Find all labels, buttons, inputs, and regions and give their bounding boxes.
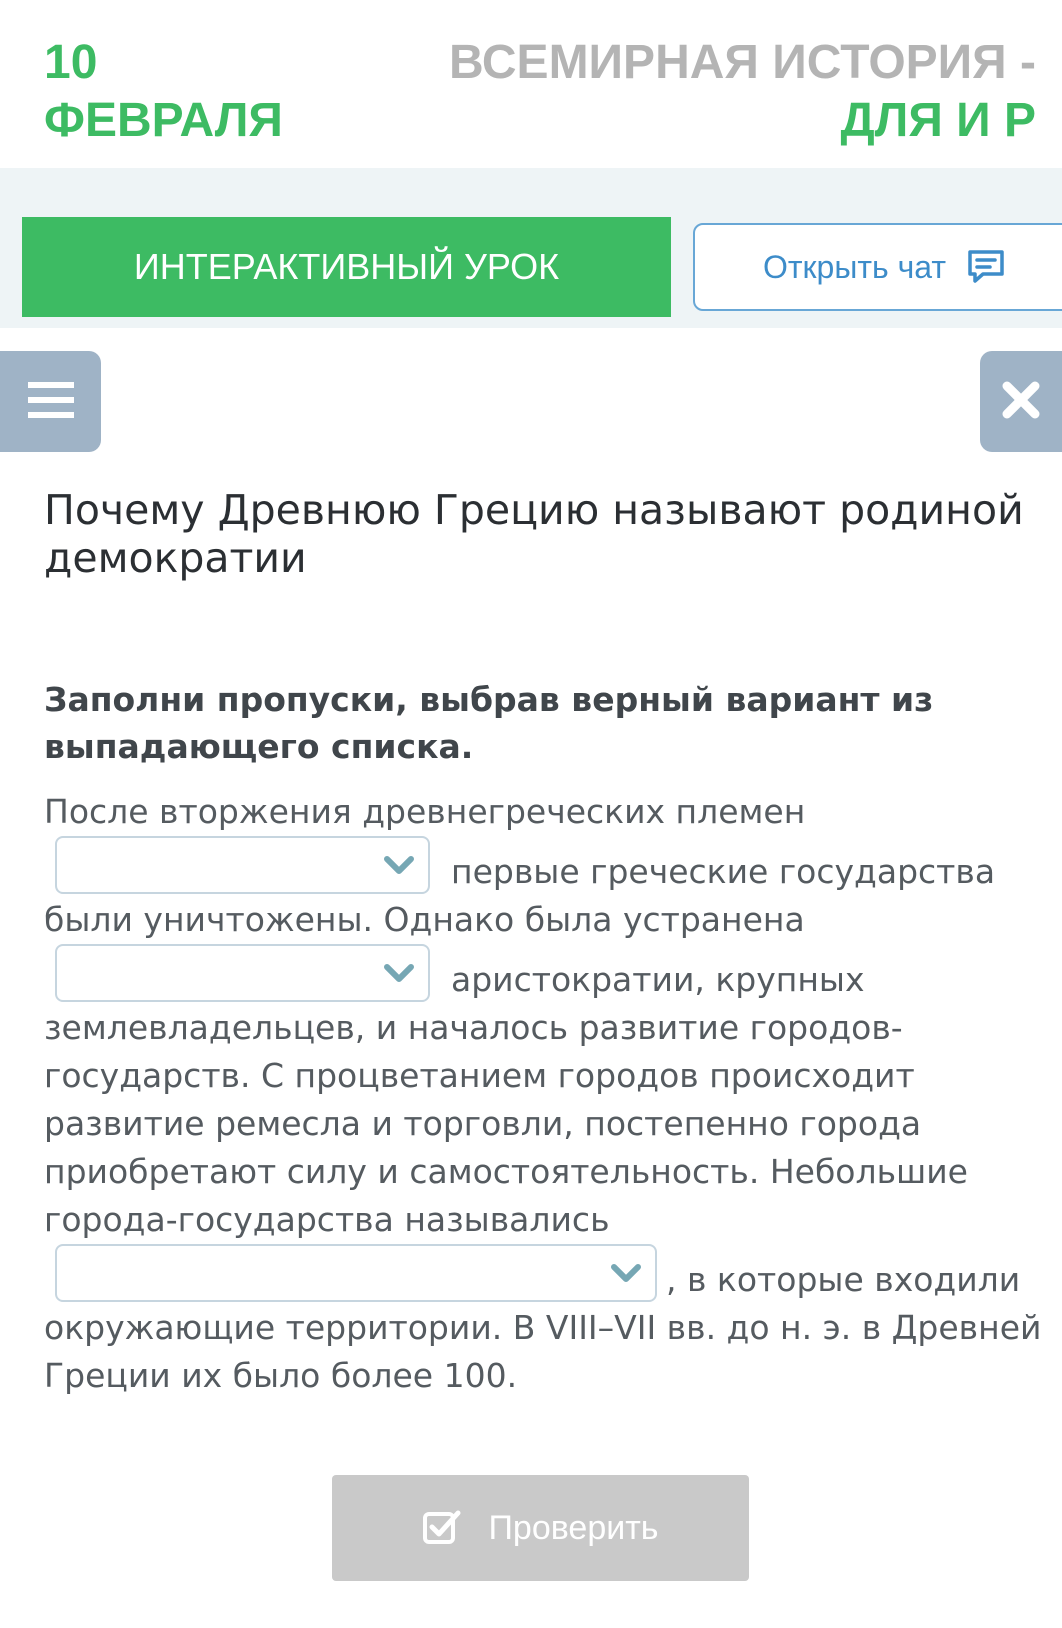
app-header [0, 0, 1062, 168]
passage-line-7: развитие ремесла и торговли, постепенно города [44, 1104, 922, 1143]
open-chat-label: Открыть чат [763, 248, 946, 285]
subject-title [396, 34, 1036, 150]
subject-group: ДЛЯ И Р [840, 94, 1036, 147]
interactive-lesson-label: ИНТЕРАКТИВНЫЙ УРОК [133, 246, 560, 287]
passage-line-9: города-государства назывались [44, 1200, 610, 1239]
check-answer-label: Проверить [488, 1508, 659, 1547]
passage-line-10: , в которые входили [666, 1260, 1021, 1299]
check-answer-button[interactable] [332, 1475, 749, 1581]
passage-line-11: окружающие территории. В VIII–VII вв. до н. э. в Древней [44, 1308, 1042, 1347]
dropdown-blank-3[interactable] [55, 1244, 657, 1302]
passage-line-5: землевладельцев, и началось развитие городов- [44, 1008, 903, 1047]
lesson-date [44, 34, 344, 150]
chevron-down-icon [382, 958, 416, 988]
close-icon [1001, 380, 1041, 424]
menu-button[interactable] [0, 351, 101, 452]
interactive-lesson-button[interactable] [22, 217, 671, 317]
chevron-down-icon [609, 1258, 643, 1288]
hamburger-icon [27, 380, 75, 424]
chat-bubble-icon [966, 247, 1006, 287]
passage-line-2: первые греческие государства [451, 852, 996, 891]
date-month: ФЕВРАЛЯ [44, 94, 283, 147]
checkbox-check-icon [422, 1509, 462, 1547]
passage-line-8: приобретают силу и самостоятельность. Небольшие [44, 1152, 968, 1191]
task-title: Почему Древнюю Грецию называют родиной демократии [44, 486, 1024, 582]
passage-line-3: были уничтожены. Однако была устранена [44, 900, 805, 939]
close-button[interactable] [980, 351, 1062, 452]
task-instruction: Заполни пропуски, выбрав верный вариант из выпадающего списка. [44, 680, 934, 766]
dropdown-blank-2[interactable] [55, 944, 430, 1002]
dropdown-blank-1[interactable] [55, 836, 430, 894]
passage-line-12: Греции их было более 100. [44, 1356, 518, 1395]
date-day: 10 [44, 36, 98, 89]
passage-line-1: После вторжения древнегреческих племен [44, 792, 806, 831]
subject-name: ВСЕМИРНАЯ ИСТОРИЯ - [449, 36, 1036, 89]
chevron-down-icon [382, 850, 416, 880]
open-chat-button[interactable] [693, 223, 1062, 311]
passage-line-6: государств. С процветанием городов происходит [44, 1056, 915, 1095]
passage-line-4: аристократии, крупных [451, 960, 865, 999]
